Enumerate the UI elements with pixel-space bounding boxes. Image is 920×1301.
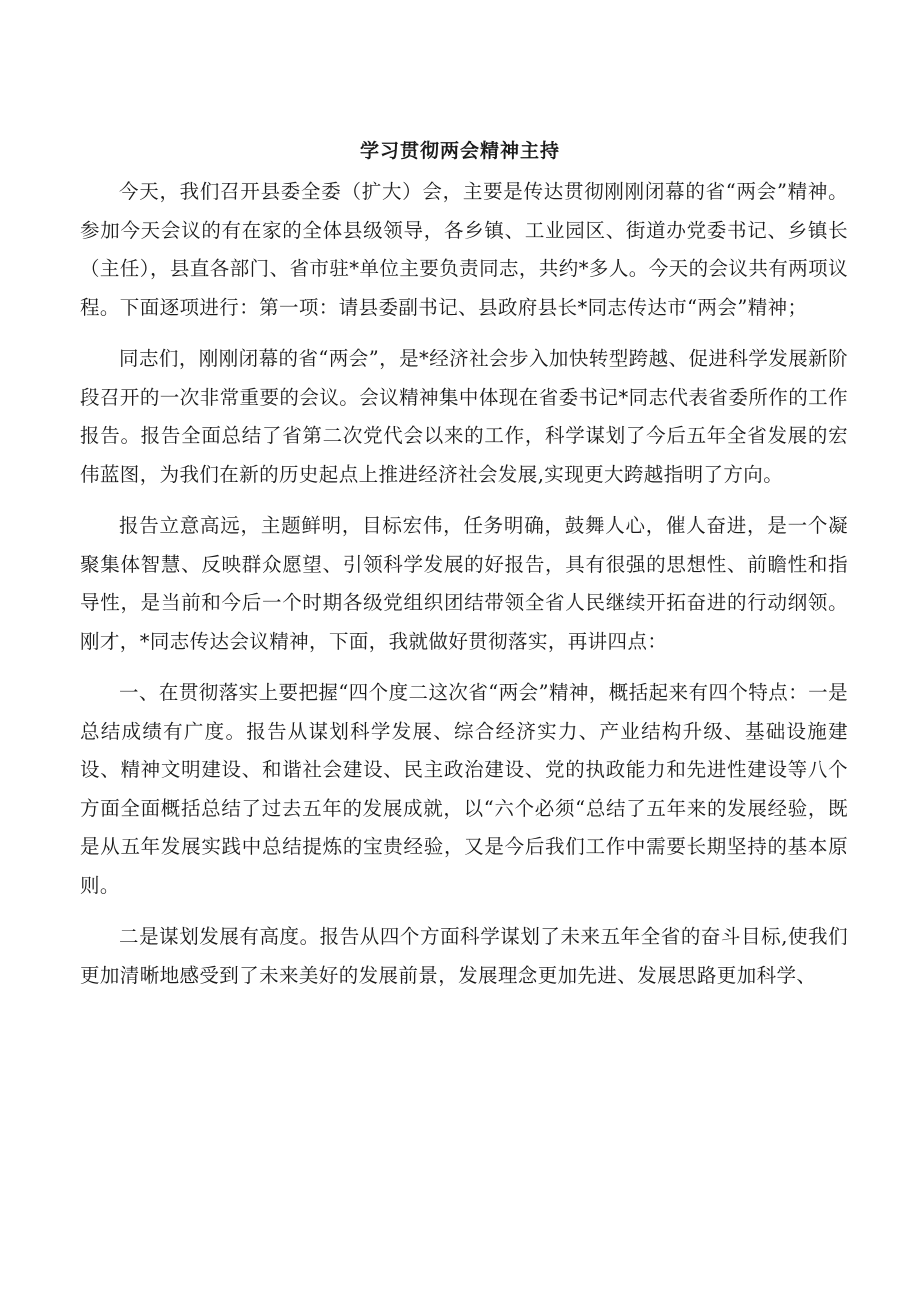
paragraph-report-evaluation: 报告立意高远，主题鲜明，目标宏伟，任务明确，鼓舞人心，催人奋进，是一个凝聚集体智慧、反映群众愿望、引领科学发展的好报告，具有很强的思想性、前瞻性和指导性，是当前和今后一个时期各级党组织团结带领全省人民继续开拓奋进的行动纲领。刚才，*同志传达会议精神，下面，我就做好贯彻落实，再讲四点： bbox=[80, 514, 848, 653]
paragraph-meeting-significance: 同志们，刚刚闭幕的省“两会”，是*经济社会步入加快转型跨越、促进科学发展新阶段召开的一次非常重要的会议。会议精神集中体现在省委书记*同志代表省委所作的工作报告。报告全面总结了省第二次党代会以来的工作，科学谋划了今后五年全省发展的宏伟蓝图，为我们在新的历史起点上推进经济社会发展,实现更大跨越指明了方向。 bbox=[80, 347, 848, 486]
paragraph-opening: 今天，我们召开县委全委（扩大）会，主要是传达贯彻刚刚闭幕的省“两会”精神。参加今天会议的有在家的全体县级领导，各乡镇、工业园区、街道办党委书记、乡镇长（主任），县直各部门、省市驻*单位主要负责同志，共约*多人。今天的会议共有两项议程。下面逐项进行：第一项：请县委副书记、县政府县长*同志传达市“两会”精神； bbox=[80, 180, 848, 319]
document-body bbox=[80, 173, 848, 1008]
paragraph-point-one: 一、在贯彻落实上要把握“四个度二这次省“两会”精神，概括起来有四个特点：一是总结成绩有广度。报告从谋划科学发展、综合经济实力、产业结构升级、基础设施建设、精神文明建设、和谐社会建设、民主政治建设、党的执政能力和先进性建设等八个方面全面概括总结了过去五年的发展成就，以“六个必须“总结了五年来的发展经验，既是从五年发展实践中总结提炼的宝贵经验，又是今后我们工作中需要长期坚持的基本原则。 bbox=[80, 681, 848, 897]
paragraph-point-two: 二是谋划发展有高度。报告从四个方面科学谋划了未来五年全省的奋斗目标,使我们更加清晰地感受到了未来美好的发展前景，发展理念更加先进、发展思路更加科学、 bbox=[80, 925, 848, 987]
document-title: 学习贯彻两会精神主持 bbox=[359, 140, 560, 162]
